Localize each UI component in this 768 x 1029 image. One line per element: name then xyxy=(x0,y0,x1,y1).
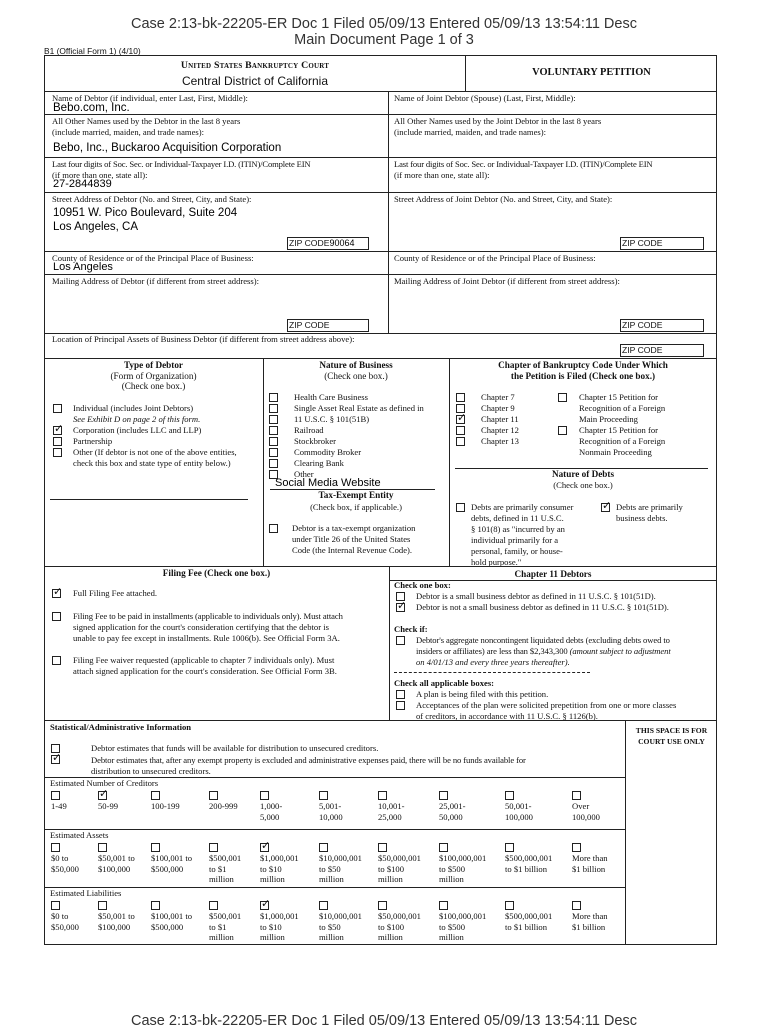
funds-available-label: Debtor estimates that funds will be available for distribution to unsecured creditors. xyxy=(91,743,379,753)
ch15-nonmain-line2: Recognition of a Foreign xyxy=(579,436,666,446)
debtor-zip-box xyxy=(287,237,369,250)
liabilities-option-label: million xyxy=(260,932,285,942)
debtor-county: Los Angeles xyxy=(53,261,113,273)
liabilities-checkbox-5[interactable] xyxy=(319,901,328,910)
small-business-label: Debtor is a small business debtor as defined in 11 U.S.C. § 101(51D). xyxy=(416,591,656,601)
type-of-debtor-title: Type of Debtor xyxy=(123,360,184,370)
tax-exempt-line1: Debtor is a tax-exempt organization xyxy=(292,523,416,533)
assets-checkbox-4[interactable] xyxy=(260,843,269,852)
tax-exempt-check: (Check box, if applicable.) xyxy=(310,502,402,512)
other-business-value: Social Media Website xyxy=(275,477,381,489)
assets-option-label: million xyxy=(260,874,285,884)
assets-option-label: $1,000,001 xyxy=(260,853,299,863)
checkbox-chapter-7[interactable] xyxy=(456,393,465,402)
assets-option-label: to $1 xyxy=(209,863,227,874)
zip-label: ZIP CODE xyxy=(622,320,663,330)
ecf-footer-line: Case 2:13-bk-22205-ER Doc 1 Filed 05/09/13 Entered 05/09/13 13:54:11 Desc xyxy=(131,1013,637,1029)
checkbox-commodity[interactable] xyxy=(269,448,278,457)
no-funds-l2: distribution to unsecured creditors. xyxy=(91,766,211,776)
creditors-option-label: 5,000 xyxy=(260,811,280,822)
waiver-l2: attach signed application for the court's consideration. See Official Form 3B. xyxy=(73,666,337,676)
petition-title: VOLUNTARY PETITION xyxy=(532,67,651,78)
checkbox-other-entity[interactable] xyxy=(53,448,62,457)
debtor-name: Bebo.com, Inc. xyxy=(53,102,130,114)
checkbox-clearing-bank[interactable] xyxy=(269,459,278,468)
consumer-debts-l2: debts, defined in 11 U.S.C. xyxy=(471,513,564,523)
consumer-debts-l4: individual primarily for a xyxy=(471,535,559,545)
liabilities-option-label: to $10 xyxy=(260,921,282,932)
liabilities-option-label: to $50 xyxy=(319,921,341,932)
liabilities-option-label: million xyxy=(209,932,234,942)
debtor-other-names: Bebo, Inc., Buckaroo Acquisition Corporation xyxy=(53,142,282,154)
assets-option-label: million xyxy=(209,874,234,884)
nature-debts-check: (Check one box.) xyxy=(553,480,613,490)
debtor-zip: 90064 xyxy=(329,238,355,248)
liabilities-checkbox-1[interactable] xyxy=(98,901,107,910)
liabilities-option-label: $1 billion xyxy=(572,921,606,932)
checkbox-chapter-13[interactable] xyxy=(456,437,465,446)
liabilities-checkbox-9[interactable] xyxy=(572,901,581,910)
liabilities-option-label: million xyxy=(319,932,344,942)
assets-option-label: $50,000 xyxy=(51,863,79,874)
assets-option-label: More than xyxy=(572,853,608,863)
liabilities-checkbox-4[interactable] xyxy=(260,901,269,910)
liabilities-checkbox-7[interactable] xyxy=(439,901,448,910)
creditors-option-label: 100,000 xyxy=(572,811,600,822)
debtor-street-label: Street Address of Debtor (No. and Street, City, and State): xyxy=(52,194,252,204)
single-asset-label: Single Asset Real Estate as defined in xyxy=(294,403,424,413)
checkbox-chapter-15-main[interactable] xyxy=(558,393,567,402)
liabilities-option-label: $500,000 xyxy=(151,921,184,932)
liabilities-option-label: $100,000 xyxy=(98,921,131,932)
checkbox-chapter-12[interactable] xyxy=(456,426,465,435)
other-entity-note: check this box and state type of entity below.) xyxy=(73,458,231,468)
assets-option-label: $50,001 to xyxy=(98,853,135,863)
assets-checkbox-9[interactable] xyxy=(572,843,581,852)
checkbox-partnership[interactable] xyxy=(53,437,62,446)
creditors-option-label: 100-199 xyxy=(151,801,180,811)
tax-exempt-line2: under Title 26 of the United States xyxy=(292,534,411,544)
consumer-debts-l6: hold purpose." xyxy=(471,557,522,567)
liabilities-option-label: $10,000,001 xyxy=(319,911,362,921)
creditors-option-label: Over xyxy=(572,801,590,811)
chapter-12-label: Chapter 12 xyxy=(481,425,519,435)
zip-label: ZIP CODE xyxy=(622,345,663,355)
checkbox-consumer-debts[interactable] xyxy=(456,503,465,512)
assets-checkbox-6[interactable] xyxy=(378,843,387,852)
creditors-checkbox-5[interactable] xyxy=(319,791,328,800)
checkbox-railroad[interactable] xyxy=(269,426,278,435)
creditors-checkbox-9[interactable] xyxy=(572,791,581,800)
liabilities-label: Estimated Liabilities xyxy=(50,888,122,898)
creditors-option-label: 5,001- xyxy=(319,801,342,811)
checkbox-fee-waiver[interactable] xyxy=(52,656,61,665)
type-of-debtor-subtitle: (Form of Organization) xyxy=(110,371,197,381)
creditors-option-label: 50,001- xyxy=(505,801,532,811)
nature-debts-title: Nature of Debts xyxy=(551,469,615,479)
single-asset-note: 11 U.S.C. § 101(51B) xyxy=(294,414,370,424)
liabilities-option-label: More than xyxy=(572,911,608,921)
liabilities-option-label: $1,000,001 xyxy=(260,911,299,921)
liabilities-option-label: $50,000 xyxy=(51,921,79,932)
creditors-checkbox-8[interactable] xyxy=(505,791,514,800)
liabilities-option-label: to $100 xyxy=(378,921,405,932)
liabilities-option-label: to $500 xyxy=(439,921,466,932)
checkbox-plan-filed[interactable] xyxy=(396,690,405,699)
ecf-header-line2: Main Document Page 1 of 3 xyxy=(294,32,474,48)
creditors-option-label: 25,000 xyxy=(378,811,402,822)
court-title: United States Bankruptcy Court xyxy=(180,60,330,71)
checkbox-chapter-15-nonmain[interactable] xyxy=(558,426,567,435)
waiver-l1: Filing Fee waiver requested (applicable to chapter 7 individuals only). Must xyxy=(73,655,335,665)
checkbox-health-care[interactable] xyxy=(269,393,278,402)
checkbox-aggregate-debts[interactable] xyxy=(396,636,405,645)
debtor-ssn-label: Last four digits of Soc. Sec. or Individual-Taxpayer I.D. (ITIN)/Complete EIN xyxy=(52,159,311,169)
liabilities-checkbox-2[interactable] xyxy=(151,901,160,910)
checkbox-no-funds[interactable] xyxy=(51,755,60,764)
type-of-debtor-check: (Check one box.) xyxy=(121,381,186,391)
creditors-checkbox-6[interactable] xyxy=(378,791,387,800)
joint-zip-box xyxy=(620,237,704,250)
creditors-option-label: 25,001- xyxy=(439,801,466,811)
aggregate-l2-wrap xyxy=(416,646,671,657)
tax-exempt-title: Tax-Exempt Entity xyxy=(318,490,394,500)
all-applicable: Check all applicable boxes: xyxy=(394,678,495,688)
clearing-bank-label: Clearing Bank xyxy=(294,458,344,468)
assets-option-label: to $100 xyxy=(378,863,405,874)
acceptances-l2: of creditors, in accordance with 11 U.S.C. § 1126(b). xyxy=(416,711,598,721)
nature-business-check: (Check one box.) xyxy=(324,371,388,381)
assets-option-label: $100,000,001 xyxy=(439,853,487,863)
zip-label: ZIP CODE xyxy=(289,238,330,248)
corporation-label: Corporation (includes LLC and LLP) xyxy=(73,425,202,435)
assets-option-label: million xyxy=(319,874,344,884)
liabilities-option-label: million xyxy=(378,932,403,942)
individual-label: Individual (includes Joint Debtors) xyxy=(73,403,194,413)
check-one-box: Check one box: xyxy=(394,580,451,590)
joint-mailing-label: Mailing Address of Joint Debtor (if different from street address): xyxy=(394,276,620,286)
liabilities-checkbox-6[interactable] xyxy=(378,901,387,910)
liabilities-option-label: to $1 xyxy=(209,921,227,932)
railroad-label: Railroad xyxy=(294,425,324,435)
creditors-label: Estimated Number of Creditors xyxy=(50,778,159,788)
not-small-business-label: Debtor is not a small business debtor as defined in 11 U.S.C. § 101(51D). xyxy=(416,602,669,612)
filing-fee-title: Filing Fee (Check one box.) xyxy=(162,568,271,578)
zip-label: ZIP CODE xyxy=(289,320,330,330)
location-label: Location of Principal Assets of Business Debtor (if different from street address above): xyxy=(52,334,355,344)
liabilities-option-label: to $1 billion xyxy=(505,921,548,932)
assets-checkbox-5[interactable] xyxy=(319,843,328,852)
joint-other-names-label: All Other Names used by the Joint Debtor in the last 8 years xyxy=(394,116,602,126)
liabilities-option-label: million xyxy=(439,932,464,942)
liabilities-option-label: $100,001 to xyxy=(151,911,193,921)
creditors-checkbox-3[interactable] xyxy=(209,791,218,800)
partnership-label: Partnership xyxy=(73,436,113,446)
chapter-title-1: Chapter of Bankruptcy Code Under Which xyxy=(498,360,668,370)
assets-checkbox-7[interactable] xyxy=(439,843,448,852)
ch11-debtors-title: Chapter 11 Debtors xyxy=(514,569,592,579)
creditors-checkbox-2[interactable] xyxy=(151,791,160,800)
business-debts-l2: business debts. xyxy=(616,513,668,523)
debtor-county-label: County of Residence or of the Principal Place of Business: xyxy=(52,253,254,263)
assets-option-label: million xyxy=(439,874,464,884)
nature-business-title: Nature of Business xyxy=(319,360,393,370)
assets-label: Estimated Assets xyxy=(50,830,109,840)
joint-other-names-note: (include married, maiden, and trade names): xyxy=(394,127,546,137)
liabilities-checkbox-0[interactable] xyxy=(51,901,60,910)
aggregate-l3: on 4/01/13 and every three years thereafter). xyxy=(416,657,570,667)
debtor-street1: 10951 W. Pico Boulevard, Suite 204 xyxy=(53,207,238,219)
joint-county-label: County of Residence or of the Principal Place of Business: xyxy=(394,253,596,263)
assets-option-label: to $500 xyxy=(439,863,466,874)
no-funds-l1: Debtor estimates that, after any exempt property is excluded and administrative expenses paid, there will be no funds available for xyxy=(91,755,526,765)
check-if: Check if: xyxy=(394,624,428,634)
checkbox-stockbroker[interactable] xyxy=(269,437,278,446)
debtor-mailing-zip-box xyxy=(287,319,369,332)
creditors-option-label: 200-999 xyxy=(209,801,238,811)
joint-mailing-zip-box xyxy=(620,319,704,332)
installments-l3: unable to pay fee except in installments. Rule 1006(b). See Official Form 3A. xyxy=(73,633,340,643)
liabilities-option-label: $0 to xyxy=(51,911,69,921)
joint-ssn-note: (if more than one, state all): xyxy=(394,170,490,180)
debtor-street2: Los Angeles, CA xyxy=(53,221,139,233)
liabilities-option-label: $50,000,001 xyxy=(378,911,421,921)
assets-option-label: million xyxy=(378,874,403,884)
checkbox-acceptances[interactable] xyxy=(396,701,405,710)
checkbox-business-debts[interactable] xyxy=(601,503,610,512)
other-business-label: Other xyxy=(294,469,314,479)
assets-option-label: to $50 xyxy=(319,863,341,874)
location-zip-box xyxy=(620,344,704,357)
creditors-option-label: 10,000 xyxy=(319,811,343,822)
commodity-label: Commodity Broker xyxy=(294,447,362,457)
liabilities-checkbox-8[interactable] xyxy=(505,901,514,910)
creditors-checkbox-1[interactable] xyxy=(98,791,107,800)
ch15-main-line2: Recognition of a Foreign xyxy=(579,403,666,413)
debtor-mailing-label: Mailing Address of Debtor (if different from street address): xyxy=(52,276,259,286)
creditors-option-label: 50-99 xyxy=(98,801,119,811)
court-use-line2: COURT USE ONLY xyxy=(638,737,705,746)
consumer-debts-l5: personal, family, or house- xyxy=(471,546,563,556)
debtor-other-names-note: (include married, maiden, and trade names): xyxy=(52,127,204,137)
form-id: B1 (Official Form 1) (4/10) xyxy=(44,46,141,56)
assets-option-label: $500,000,001 xyxy=(505,853,553,863)
liabilities-option-label: $500,001 xyxy=(209,911,242,921)
ch15-nonmain-line1: Chapter 15 Petition for xyxy=(579,425,659,435)
health-care-label: Health Care Business xyxy=(294,392,368,402)
checkbox-full-fee[interactable] xyxy=(52,589,61,598)
chapter-13-label: Chapter 13 xyxy=(481,436,519,446)
checkbox-corporation[interactable] xyxy=(53,426,62,435)
ch15-main-line1: Chapter 15 Petition for xyxy=(579,392,659,402)
acceptances-l1: Acceptances of the plan were solicited prepetition from one or more classes xyxy=(416,700,677,710)
aggregate-l2: insiders or affiliates) are less than $2,343,300 xyxy=(416,646,568,656)
installments-l2: signed application for the court's consideration certifying that the debtor is xyxy=(73,622,329,632)
debtor-ssn-note: (if more than one, state all): xyxy=(52,170,148,180)
chapter-9-label: Chapter 9 xyxy=(481,403,515,413)
statistical-title: Statistical/Administrative Information xyxy=(50,722,192,732)
assets-option-label: $500,000 xyxy=(151,863,184,874)
plan-filed-label: A plan is being filed with this petition. xyxy=(416,689,549,699)
assets-option-label: $500,001 xyxy=(209,853,242,863)
consumer-debts-l1: Debts are primarily consumer xyxy=(471,502,574,512)
assets-option-label: to $10 xyxy=(260,863,282,874)
creditors-checkbox-0[interactable] xyxy=(51,791,60,800)
individual-note: See Exhibit D on page 2 of this form. xyxy=(73,414,201,424)
debtor-other-names-label: All Other Names used by the Debtor in the last 8 years xyxy=(52,116,241,126)
court-use-line1: THIS SPACE IS FOR xyxy=(635,726,708,735)
consumer-debts-l3: § 101(8) as "incurred by an xyxy=(471,524,565,534)
checkbox-single-asset[interactable] xyxy=(269,404,278,413)
installments-l1: Filing Fee to be paid in installments (applicable to individuals only). Must attach xyxy=(73,611,343,621)
debtor-name-label: Name of Debtor (if individual, enter Last, First, Middle): xyxy=(52,93,248,103)
assets-checkbox-3[interactable] xyxy=(209,843,218,852)
tax-exempt-line3: Code (the Internal Revenue Code). xyxy=(292,545,413,555)
joint-name-label: Name of Joint Debtor (Spouse) (Last, First, Middle): xyxy=(394,93,576,103)
other-entity-label: Other (If debtor is not one of the above entities, xyxy=(73,447,237,457)
assets-option-label: $100,001 to xyxy=(151,853,193,863)
creditors-option-label: 1,000- xyxy=(260,801,283,811)
chapter-title-2: the Petition is Filed (Check one box.) xyxy=(510,371,656,381)
court-district: Central District of California xyxy=(181,74,329,88)
checkbox-single-asset-2[interactable] xyxy=(269,415,278,424)
assets-checkbox-8[interactable] xyxy=(505,843,514,852)
zip-label: ZIP CODE xyxy=(622,238,663,248)
creditors-option-label: 50,000 xyxy=(439,811,463,822)
creditors-checkbox-4[interactable] xyxy=(260,791,269,800)
creditors-option-label: 10,001- xyxy=(378,801,405,811)
liabilities-option-label: $50,001 to xyxy=(98,911,135,921)
checkbox-individual[interactable] xyxy=(53,404,62,413)
creditors-option-label: 100,000 xyxy=(505,811,533,822)
joint-street-label: Street Address of Joint Debtor (No. and Street, City, and State): xyxy=(394,194,613,204)
assets-checkbox-2[interactable] xyxy=(151,843,160,852)
business-debts-l1: Debts are primarily xyxy=(616,502,683,512)
checkbox-chapter-11[interactable] xyxy=(456,415,465,424)
debtor-ein: 27-2844839 xyxy=(53,178,112,190)
liabilities-checkbox-3[interactable] xyxy=(209,901,218,910)
aggregate-l1: Debtor's aggregate noncontingent liquidated debts (excluding debts owed to xyxy=(416,635,670,645)
creditors-checkbox-7[interactable] xyxy=(439,791,448,800)
assets-checkbox-0[interactable] xyxy=(51,843,60,852)
assets-option-label: to $1 billion xyxy=(505,863,548,874)
joint-ssn-label: Last four digits of Soc. Sec. or Individual-Taxpayer I.D. (ITIN)/Complete EIN xyxy=(394,159,653,169)
checkbox-installments[interactable] xyxy=(52,612,61,621)
ch15-main-line3: Main Proceeding xyxy=(579,414,638,424)
assets-option-label: $1 billion xyxy=(572,863,606,874)
liabilities-option-label: $100,000,001 xyxy=(439,911,487,921)
assets-option-label: $10,000,001 xyxy=(319,853,362,863)
checkbox-tax-exempt[interactable] xyxy=(269,524,278,533)
assets-checkbox-1[interactable] xyxy=(98,843,107,852)
assets-option-label: $0 to xyxy=(51,853,69,863)
aggregate-l2-note: (amount subject to adjustment xyxy=(569,646,671,656)
ecf-header-line1: Case 2:13-bk-22205-ER Doc 1 Filed 05/09/13 Entered 05/09/13 13:54:11 Desc xyxy=(131,16,637,32)
full-fee-label: Full Filing Fee attached. xyxy=(73,588,158,598)
assets-option-label: $50,000,001 xyxy=(378,853,421,863)
chapter-11-label: Chapter 11 xyxy=(481,414,519,424)
chapter-7-label: Chapter 7 xyxy=(481,392,515,402)
ch15-nonmain-line3: Nonmain Proceeding xyxy=(579,447,652,457)
liabilities-option-label: $500,000,001 xyxy=(505,911,553,921)
assets-option-label: $100,000 xyxy=(98,863,131,874)
checkbox-not-small-business[interactable] xyxy=(396,603,405,612)
stockbroker-label: Stockbroker xyxy=(294,436,337,446)
creditors-option-label: 1-49 xyxy=(51,801,67,811)
